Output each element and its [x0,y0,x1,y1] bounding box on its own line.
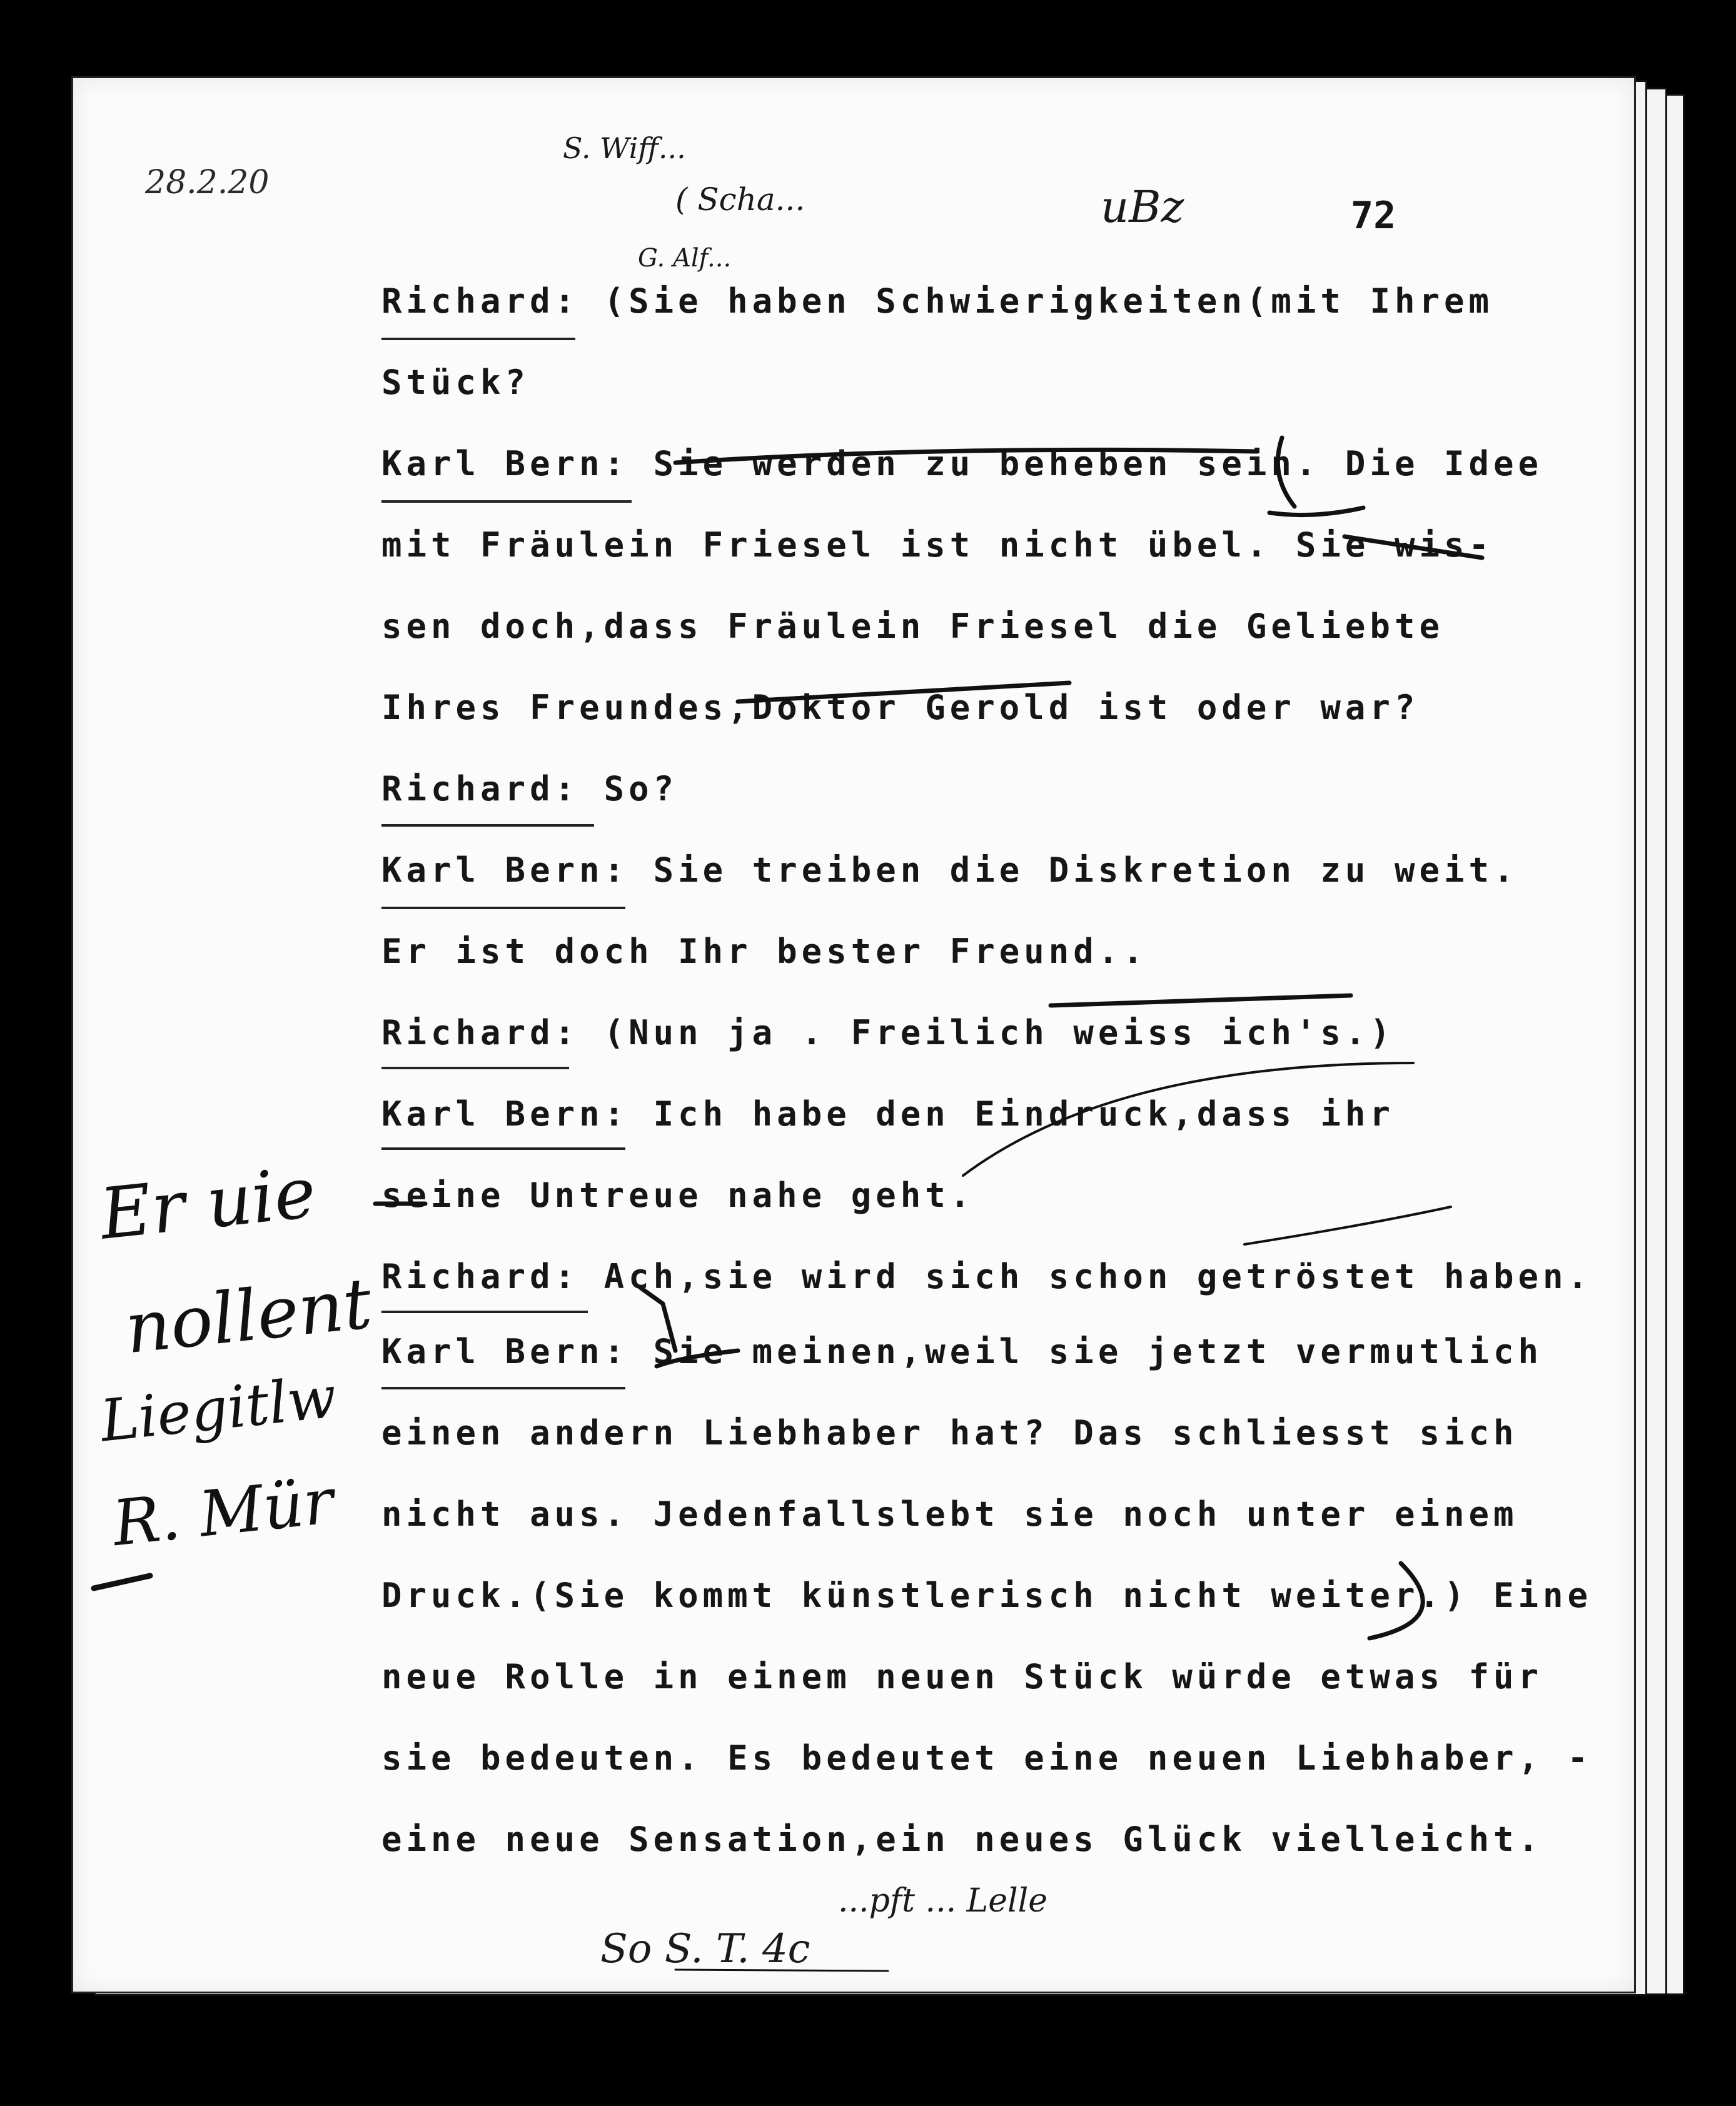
typed-line: neue Rolle in einem neuen Stück würde etwas für [381,1657,1543,1696]
bracket-mark [1278,438,1294,506]
margin-handwriting-3: Liegitlw [97,1363,340,1455]
typed-line: Richard: (Nun ja . Freilich weiss ich's.) [381,1013,1395,1052]
strikethrough-line [1345,537,1482,558]
typed-line: Richard: (Sie haben Schwierigkeiten(mit Ihrem [381,281,1493,321]
margin-handwriting-4: R. Mür [109,1464,337,1561]
handwritten-note-bottom-1: ...pft ... Lelle [838,1882,1048,1920]
margin-handwriting-1: Er uie [96,1152,320,1256]
typed-line: Richard: So? [381,769,679,809]
handwritten-note-top-2: ( Scha... [675,181,805,218]
typed-line: mit Fräulein Friesel ist nicht übel. Sie wis- [381,525,1493,565]
typed-line: seine Untreue nahe geht. [381,1176,975,1215]
handwritten-note-top-3: uBz [1101,181,1184,233]
date-annotation: 28.2.20 [145,164,270,201]
handwritten-note-top-4: G. Alf... [638,244,732,273]
typed-line: Karl Bern: Sie werden zu beheben sein. Die Idee [381,444,1543,483]
typed-line: Er ist doch Ihr bester Freund.. [381,932,1148,971]
handwritten-note-top-1: S. Wiff... [563,131,686,165]
pen-stroke [963,1063,1413,1176]
strikethrough-line [738,683,1069,702]
typed-line: eine neue Sensation,ein neues Glück vielleicht. [381,1820,1543,1859]
margin-stroke [94,1576,150,1588]
pen-stroke [641,1288,675,1351]
typed-line: einen andern Liebhaber hat? Das schliesst sich [381,1413,1518,1453]
typed-line: Karl Bern: Sie meinen,weil sie jetzt vermutlich [381,1332,1543,1371]
typed-line: sen doch,dass Fräulein Friesel die Geliebte [381,607,1444,646]
pen-stroke [657,1351,738,1366]
strikethrough-line [1051,995,1351,1005]
typed-line: Karl Bern: Ich habe den Eindruck,dass ihr [381,1094,1395,1134]
pen-stroke [675,1970,888,1971]
pen-stroke [1244,1207,1451,1244]
typed-line: Druck.(Sie kommt künstlerisch nicht weiter.) Eine [381,1576,1593,1615]
typed-line: sie bedeuten. Es bedeutet eine neuen Liebhaber, - [381,1738,1593,1778]
typed-line: Stück? [381,363,530,402]
typed-line: Ihres Freundes,Doktor Gerold ist oder war? [381,688,1420,727]
bracket-mark [1269,508,1363,515]
typed-line: nicht aus. Jedenfallslebt sie noch unter einem [381,1494,1518,1534]
handwritten-note-bottom-2: So S. T. 4c [600,1926,810,1972]
page-number: 72 [1351,194,1396,238]
typed-line: Richard: Ach,sie wird sich schon getröstet haben. [381,1257,1593,1296]
strikethrough-line [675,450,1257,463]
margin-handwriting-2: nollent [121,1262,376,1370]
bracket-mark [1370,1563,1423,1638]
typed-line: Karl Bern: Sie treiben die Diskretion zu weit. [381,850,1518,890]
